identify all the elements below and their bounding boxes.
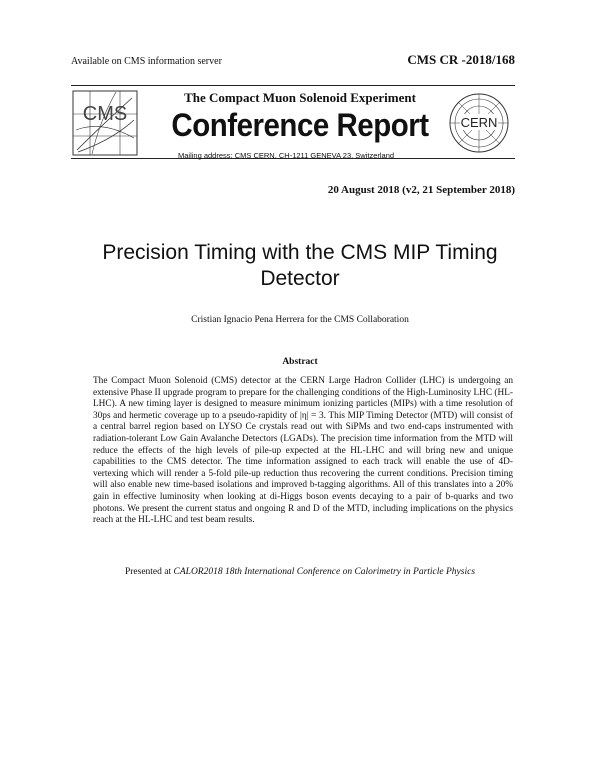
header-rule-top bbox=[71, 85, 515, 86]
presented-prefix: Presented at bbox=[124, 567, 172, 577]
conference-name: CALOR2018 18th International Conference on Calorimetry in Particle Physics bbox=[173, 567, 476, 577]
presented-at bbox=[0, 567, 600, 577]
report-type-title: Conference Report bbox=[171, 107, 429, 143]
cms-logo-text: CMS bbox=[82, 103, 128, 125]
publication-date: 20 August 2018 (v2, 21 September 2018) bbox=[327, 184, 515, 196]
experiment-name: The Compact Muon Solenoid Experiment bbox=[184, 90, 416, 105]
cern-logo bbox=[448, 92, 510, 154]
report-number: CMS CR -2018/168 bbox=[407, 52, 515, 67]
cern-logo-text: CERN bbox=[460, 115, 498, 130]
paper-title: Precision Timing with the CMS MIP Timing Detector bbox=[102, 241, 498, 290]
author-line: Cristian Ignacio Pena Herrera for the CMS Collaboration bbox=[191, 315, 409, 325]
mailing-address: Mailing address: CMS CERN, CH-1211 GENEVA 23, Switzerland bbox=[178, 151, 395, 160]
abstract-heading: Abstract bbox=[282, 357, 318, 367]
availability-note: Available on CMS information server bbox=[71, 56, 222, 67]
abstract-text: The Compact Muon Solenoid (CMS) detector at the CERN Large Hadron Collider (LHC) is undergoing an extensive Phase II upgrade program to prepare for the challenging conditions of the High-Luminosity LHC (HL-LHC). A new timing layer is designed to measure minimum ionizing particles (MIPs) with a time resolution of 30ps and hermetic coverage up to a pseudo-rapidity of |η| = 3. This MIP Timing Detector (MTD) will consist of a central barrel region based on LYSO Ce crystals read out with SiPMs and two end-caps instrumented with radiation-tolerant Low Gain Avalanche Detectors (LGADs). The precision time information from the MTD will reduce the effects of the high levels of pile-up expected at the HL-LHC and will bring new and unique capabilities to the CMS detector. The time information assigned to each track will enable the use of 4D-vertexing which will render a 5-fold pile-up reduction thus recovering the current conditions. Precision timing will also enable new time-based isolations and improved b-tagging algorithms. All of this translates into a 20% gain in effective luminosity when looking at di-Higgs boson events decaying to a pair of b-quarks and two photons. We present the current status and ongoing R and D of the MTD, including implications on the physics reach at the HL-LHC and test beam results. bbox=[93, 376, 513, 526]
